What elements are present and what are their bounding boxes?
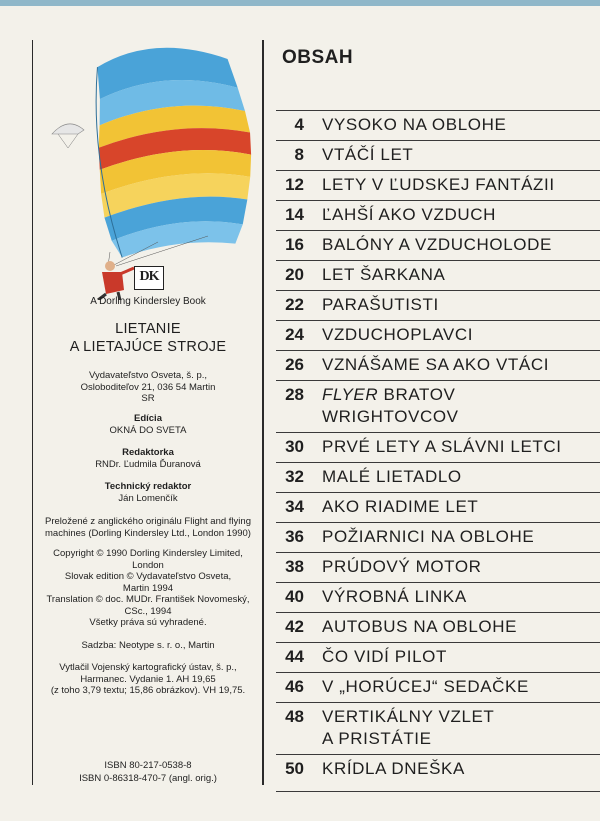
address-line: Vydavateľstvo Osveta, š. p., (88, 370, 208, 381)
toc-entry (276, 380, 600, 432)
page-edge (0, 0, 600, 6)
toc-page-number: 26 (285, 355, 304, 374)
toc-entry (276, 260, 600, 290)
copyright-line: Copyright © 1990 Dorling Kindersley Limited, (53, 548, 243, 559)
toc-title: ČO VIDÍ PILOT (322, 647, 447, 666)
left-rule (32, 40, 33, 785)
toc-entry (276, 140, 600, 170)
toc-page-number: 4 (294, 115, 304, 134)
toc-entry (276, 320, 600, 350)
copyright-line: CSc., 1994 (124, 605, 172, 617)
toc-title: PARAŠUTISTI (322, 295, 439, 314)
toc-page-number: 24 (285, 325, 304, 344)
translation-line: machines (Dorling Kindersley Ltd., London 1990) (45, 527, 251, 539)
toc-entry (276, 170, 600, 200)
toc-entry (276, 350, 600, 380)
book-title-line1: LIETANIE (115, 321, 181, 337)
toc-title: VÝROBNÁ LINKA (322, 587, 467, 606)
tech-editor-block (40, 481, 256, 504)
isbn-original: ISBN 0-86318-470-7 (angl. orig.) (79, 773, 217, 784)
toc-page-number: 50 (285, 759, 304, 778)
toc-page-number: 34 (285, 497, 304, 516)
toc-entry (276, 642, 600, 672)
toc-page-number: 16 (285, 235, 304, 254)
copyright-block (40, 548, 256, 629)
toc-title: PRVÉ LETY A SLÁVNI LETCI (322, 437, 562, 456)
toc-title: ĽAHŠÍ AKO VZDUCH (322, 205, 496, 224)
toc-entry (276, 110, 600, 140)
toc-page-number: 30 (285, 437, 304, 456)
printing-line: Harmanec. Vydanie 1. AH 19,65 (80, 673, 216, 685)
toc-title: KRÍDLA DNEŠKA (322, 759, 465, 778)
toc-list (276, 110, 600, 784)
translation-note (40, 516, 256, 539)
toc-entry (276, 462, 600, 492)
toc-entry (276, 200, 600, 230)
edition-value: OKNÁ DO SVETA (109, 424, 187, 436)
toc-title: MALÉ LIETADLO (322, 467, 462, 486)
printing-line: Vytlačil Vojenský kartografický ústav, š. p., (59, 662, 237, 673)
parachutist-illustration (48, 38, 258, 300)
copyright-line: London (132, 559, 164, 571)
toc-page-number: 22 (285, 295, 304, 314)
toc-title-line2: A PRISTÁTIE (322, 729, 432, 748)
toc-page-number: 36 (285, 527, 304, 546)
toc-entry (276, 522, 600, 552)
toc-title: POŽIARNICI NA OBLOHE (322, 527, 535, 546)
toc-page-number: 14 (285, 205, 304, 224)
copyright-line: Slovak edition © Vydavateľstvo Osveta, (64, 571, 232, 582)
tech-editor-value: Ján Lomenčík (118, 492, 178, 504)
editor-value: RNDr. Ľudmila Ďuranová (95, 458, 201, 470)
toc-entry (276, 432, 600, 462)
toc-title: V „HORÚCEJ“ SEDAČKE (322, 677, 529, 696)
toc-title: LETY V ĽUDSKEJ FANTÁZII (322, 175, 555, 194)
printing-line: (z toho 3,79 textu; 15,86 obrázkov). VH 19,75. (50, 685, 246, 696)
toc-title: VTÁČÍ LET (322, 145, 414, 164)
edition-block (40, 413, 256, 436)
toc-title: VYSOKO NA OBLOHE (322, 115, 507, 134)
toc-page-number: 32 (285, 467, 304, 486)
toc-page-number: 42 (285, 617, 304, 636)
copyright-line: Translation © doc. MUDr. František Novomeský, (46, 594, 250, 605)
toc-entry (276, 492, 600, 522)
toc-title: PRÚDOVÝ MOTOR (322, 557, 482, 576)
toc-page-number: 40 (285, 587, 304, 606)
toc-title: VZDUCHOPLAVCI (322, 325, 474, 344)
toc-page-number: 20 (285, 265, 304, 284)
toc-page-number: 12 (285, 175, 304, 194)
edition-heading: Edícia (134, 413, 162, 424)
toc-page-number: 46 (285, 677, 304, 696)
toc-page-number: 44 (285, 647, 304, 666)
toc-title: VERTIKÁLNY VZLET (322, 707, 495, 726)
book-title-line2: A LIETAJÚCE STROJE (69, 339, 227, 355)
toc-title-line2: WRIGHTOVCOV (322, 407, 459, 426)
toc-title-rest: BRATOV (378, 385, 456, 404)
toc-page-number: 48 (285, 707, 304, 726)
tech-editor-heading: Technický redaktor (104, 481, 192, 492)
dk-logo: DK (134, 266, 164, 290)
toc-entry (276, 582, 600, 612)
column-rule (262, 40, 264, 785)
toc-page-number: 8 (294, 145, 304, 164)
copyright-line: Všetky práva sú vyhradené. (89, 617, 207, 628)
toc-title (322, 384, 598, 406)
toc-title: AUTOBUS NA OBLOHE (322, 617, 518, 636)
copyright-line: Martin 1994 (122, 582, 174, 594)
toc-entry (276, 702, 600, 754)
toc-page-number: 38 (285, 557, 304, 576)
toc-entry (276, 552, 600, 582)
toc-title: BALÓNY A VZDUCHOLODE (322, 235, 552, 254)
isbn-slovak: ISBN 80-217-0538-8 (104, 760, 192, 771)
toc-entry (276, 672, 600, 702)
toc-title-italic: FLYER (322, 385, 379, 404)
printing-block (40, 662, 256, 697)
translation-line: Preložené z anglického originálu Flight and flying (45, 516, 251, 527)
book-title (40, 320, 256, 356)
toc-title: VZNÁŠAME SA AKO VTÁCI (322, 355, 550, 374)
toc-title: LET ŠARKANA (322, 265, 446, 284)
publisher-address (40, 370, 256, 405)
editor-block (40, 447, 256, 470)
toc-entry (276, 612, 600, 642)
toc-entry (276, 754, 600, 784)
toc-heading: OBSAH (282, 47, 354, 68)
editor-heading: Redaktorka (122, 447, 174, 458)
typesetting: Sadzba: Neotype s. r. o., Martin (81, 640, 215, 651)
address-line: SR (141, 393, 155, 404)
publisher-line: A Dorling Kindersley Book (90, 296, 206, 307)
toc-title: AKO RIADIME LET (322, 497, 479, 516)
toc-end-rule (276, 791, 600, 792)
toc-entry (276, 290, 600, 320)
toc-page-number: 28 (285, 385, 304, 404)
address-line: Osloboditeľov 21, 036 54 Martin (80, 381, 216, 393)
toc-entry (276, 230, 600, 260)
